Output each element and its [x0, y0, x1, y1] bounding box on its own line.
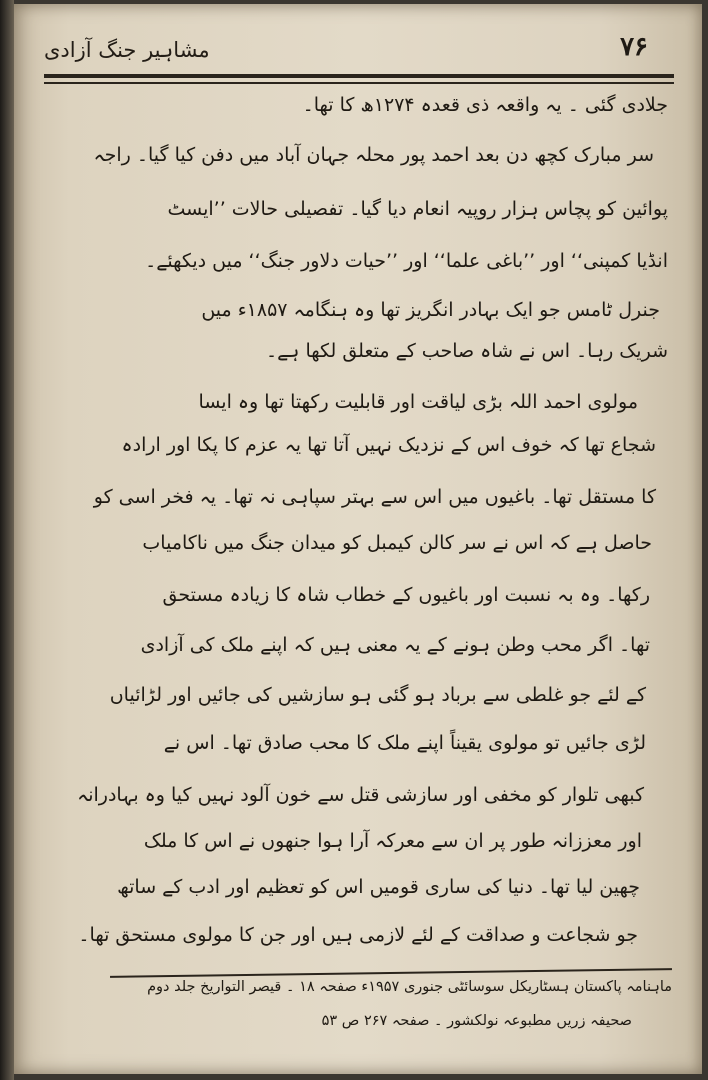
text-line: حاصل ہے کہ اس نے سر کالن کیمبل کو میدان جنگ میں ناکامیاب	[142, 532, 652, 554]
text-line: شجاع تھا کہ خوف اس کے نزدیک نہیں آتا تھا یہ عزم کا پکا اور ارادہ	[121, 434, 656, 456]
book-spine-shadow	[0, 0, 14, 1080]
footnote-rule	[110, 968, 672, 978]
header-rule-thin	[44, 82, 674, 84]
header-rule	[44, 74, 674, 78]
text-line: لڑی جائیں تو مولوی یقیناً اپنے ملک کا محب صادق تھا۔ اس نے	[163, 732, 646, 754]
text-line: مولوی احمد اللہ بڑی لیاقت اور قابلیت رکھتا تھا وہ ایسا	[198, 391, 638, 413]
text-line: تھا۔ اگر محب وطن ہونے کے یہ معنی ہیں کہ اپنے ملک کی آزادی	[140, 634, 650, 656]
text-line: جنرل ٹامس جو ایک بہادر انگریز تھا وہ ہنگامہ ۱۸۵۷ء میں	[201, 299, 660, 321]
text-line: کا مستقل تھا۔ باغیوں میں اس سے بہتر سپاہی نہ تھا۔ یہ فخر اسی کو	[93, 486, 656, 508]
footnote-line: ماہنامہ پاکستان ہسٹاریکل سوسائٹی جنوری ۱۹۵۷ء صفحہ ۱۸ ۔ قیصر التواریخ جلد دوم	[147, 979, 672, 995]
text-line: اور معززانہ طور پر ان سے معرکہ آرا ہوا جنھوں نے اس کا ملک	[143, 830, 642, 852]
text-line: سر مبارک کچھ دن بعد احمد پور محلہ جہان آباد میں دفن کیا گیا۔ راجہ	[93, 144, 654, 166]
text-line: کبھی تلوار کو مخفی اور سازشی قتل سے خون آلود نہیں کیا وہ بہادرانہ	[77, 784, 644, 806]
text-line: رکھا۔ وہ بہ نسبت اور باغیوں کے خطاب شاہ کا زیادہ مستحق	[162, 584, 650, 606]
text-line: کے لئے جو غلطی سے برباد ہو گئی ہو سازشیں کی جائیں اور لڑائیاں	[109, 684, 646, 706]
page-number: ۷۶	[620, 32, 648, 62]
text-line: چھین لیا تھا۔ دنیا کی ساری قومیں اس کو تعظیم اور ادب کے ساتھ	[117, 876, 640, 898]
text-line: پوائین کو پچاس ہزار روپیہ انعام دیا گیا۔ تفصیلی حالات ’’ایسٹ	[167, 198, 668, 220]
footnote-line: صحیفہ زریں مطبوعہ نولکشور ۔ صفحہ ۲۶۷ ص ۵۳	[321, 1013, 632, 1029]
book-page	[14, 4, 702, 1074]
text-line: جلادی گئی ۔ یہ واقعہ ذی قعدہ ۱۲۷۴ھ کا تھا۔	[302, 94, 668, 116]
text-line: شریک رہا۔ اس نے شاہ صاحب کے متعلق لکھا ہے۔	[266, 340, 668, 362]
text-line: انڈیا کمپنی‘‘ اور ’’باغی علما‘‘ اور ’’حیات دلاور جنگ‘‘ میں دیکھئے۔	[145, 250, 668, 272]
text-line: جو شجاعت و صداقت کے لئے لازمی ہیں اور جن کا مولوی مستحق تھا۔	[78, 924, 638, 946]
running-title: مشاہیر جنگ آزادی	[44, 38, 210, 62]
